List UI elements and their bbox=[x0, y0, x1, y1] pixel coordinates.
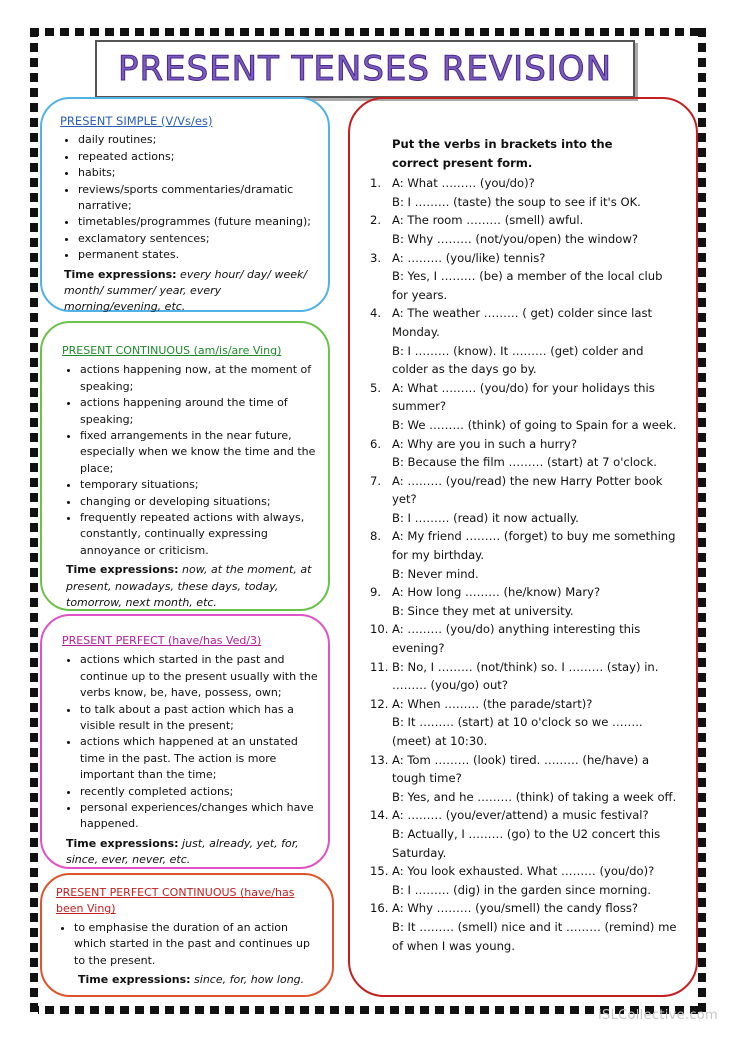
bullet-list bbox=[60, 132, 318, 263]
exercise-line: A: ……… (you/read) the new Harry Potter book yet? bbox=[392, 473, 663, 507]
section-heading: PRESENT PERFECT CONTINUOUS (have/has been Ving) bbox=[56, 886, 295, 915]
bullet-list bbox=[56, 920, 322, 969]
exercise-number: 13. bbox=[370, 752, 389, 767]
exercise-text bbox=[392, 862, 680, 899]
list-item: • timetables/programmes (future meaning); bbox=[78, 214, 318, 230]
list-item: • fixed arrangements in the near future, especially when we know the time and the place; bbox=[80, 428, 318, 477]
time-expressions-text: now, at the moment, at present, nowadays, these days, today, tomorrow, next month, etc. bbox=[66, 563, 312, 610]
exercise-item bbox=[370, 620, 680, 657]
exercise-number: 11. bbox=[370, 659, 389, 674]
exercise-item bbox=[370, 658, 680, 695]
list-item: • actions which happened at an unstated time in the past. The action is more important than the time; bbox=[80, 734, 318, 783]
exercise-line: B: I ……… (know). It ……… (get) colder and colder as the days go by. bbox=[392, 343, 644, 377]
exercise-line: B: Yes, I ……… (be) a member of the local club for years. bbox=[392, 269, 663, 302]
exercise-line: A: What ……… (you/do) for your holidays this summer? bbox=[392, 380, 655, 414]
time-expressions-label: Time expressions: bbox=[66, 563, 179, 577]
exercise-line: A: What ……… (you/do)? bbox=[392, 176, 535, 191]
exercise-line: B: Actually, I ……… (go) to the U2 concert this Saturday. bbox=[392, 826, 661, 860]
exercise-text bbox=[392, 751, 680, 807]
exercise-number: 1. bbox=[370, 176, 382, 191]
time-expressions bbox=[78, 972, 322, 988]
list-item: • reviews/sports commentaries/dramatic narrative; bbox=[78, 182, 318, 215]
exercise-text bbox=[392, 695, 680, 751]
exercise-text bbox=[392, 583, 680, 620]
present-perfect-continuous-card bbox=[40, 873, 334, 997]
list-item: • exclamatory sentences; bbox=[78, 231, 318, 247]
exercise-number: 2. bbox=[370, 213, 382, 228]
exercise-text bbox=[392, 211, 680, 248]
list-item: • frequently repeated actions with always, constantly, continually expressing annoyance or criticism. bbox=[80, 510, 318, 559]
exercise-item bbox=[370, 751, 680, 807]
list-item: • habits; bbox=[78, 165, 318, 181]
watermark: iSLCollective.com bbox=[598, 1008, 718, 1023]
exercise-text bbox=[392, 899, 680, 955]
exercise-line: A: Why ……… (you/smell) the candy floss? bbox=[392, 901, 639, 916]
exercise-item bbox=[370, 304, 680, 378]
exercise-number: 14. bbox=[370, 808, 389, 823]
exercise-line: A: My friend ……… (forget) to buy me something for my birthday. bbox=[392, 529, 676, 563]
section-heading: PRESENT PERFECT (have/has Ved/3) bbox=[62, 634, 262, 647]
exercise-text bbox=[392, 620, 680, 657]
bullet-list bbox=[62, 362, 318, 559]
time-expressions-label: Time expressions: bbox=[64, 267, 177, 281]
list-item: • repeated actions; bbox=[78, 149, 318, 165]
exercise-line: B: No, I ……… (not/think) so. I ……… (stay) in. ……… (you/go) out? bbox=[392, 659, 659, 693]
exercise-line: A: Tom ……… (look) tired. ……… (he/have) a tough time? bbox=[392, 752, 650, 786]
exercise-number: 5. bbox=[370, 380, 382, 395]
exercise-item bbox=[370, 862, 680, 899]
time-expressions bbox=[64, 267, 318, 316]
exercise-line: B: Why ……… (not/you/open) the window? bbox=[392, 231, 638, 246]
exercise-item bbox=[370, 472, 680, 528]
present-perfect-card bbox=[40, 614, 330, 869]
exercise-text bbox=[392, 472, 680, 528]
exercise-line: A: Why are you in such a hurry? bbox=[392, 436, 577, 451]
list-item: • permanent states. bbox=[78, 247, 318, 263]
exercise-item bbox=[370, 583, 680, 620]
exercise-line: B: I ……… (dig) in the garden since morning. bbox=[392, 882, 652, 897]
exercise-text bbox=[392, 304, 680, 378]
present-continuous-card bbox=[40, 321, 330, 611]
exercise-number: 3. bbox=[370, 250, 382, 265]
list-item: • actions happening now, at the moment of speaking; bbox=[80, 362, 318, 395]
exercise-number: 16. bbox=[370, 901, 389, 916]
exercise-number: 4. bbox=[370, 306, 382, 321]
exercise-number: 6. bbox=[370, 436, 382, 451]
time-expressions-text: just, already, yet, for, since, ever, never, etc. bbox=[66, 836, 299, 867]
dashed-border-left bbox=[30, 28, 38, 1014]
exercise-number: 15. bbox=[370, 864, 389, 879]
exercise-line: B: Since they met at university. bbox=[392, 603, 574, 618]
list-item: • to talk about a past action which has a visible result in the present; bbox=[80, 702, 318, 735]
list-item: • temporary situations; bbox=[80, 477, 318, 493]
exercise-panel bbox=[348, 97, 698, 997]
section-heading: PRESENT SIMPLE (V/Vs/es) bbox=[60, 114, 213, 128]
exercise-line: B: Because the film ……… (start) at 7 o'clock. bbox=[392, 455, 657, 470]
exercise-text bbox=[392, 658, 680, 695]
exercise-item bbox=[370, 379, 680, 435]
exercise-line: B: It ……… (smell) nice and it ……… (remind) me of when I was young. bbox=[392, 919, 677, 953]
exercise-line: A: ……… (you/like) tennis? bbox=[392, 250, 546, 265]
exercise-text bbox=[392, 527, 680, 583]
exercise-number: 9. bbox=[370, 585, 382, 600]
time-expressions bbox=[66, 836, 318, 869]
exercise-item bbox=[370, 695, 680, 751]
time-expressions-text: every hour/ day/ week/ month/ summer/ year, every morning/evening, etc. bbox=[64, 267, 308, 314]
exercise-list bbox=[370, 174, 680, 955]
exercise-line: B: Never mind. bbox=[392, 566, 479, 581]
exercise-item bbox=[370, 899, 680, 955]
section-heading: PRESENT CONTINUOUS (am/is/are Ving) bbox=[62, 344, 282, 357]
bullet-list bbox=[62, 652, 318, 832]
exercise-item bbox=[370, 211, 680, 248]
time-expressions-label: Time expressions: bbox=[78, 973, 191, 987]
exercise-number: 8. bbox=[370, 529, 382, 544]
exercise-line: A: ……… (you/ever/attend) a music festival? bbox=[392, 808, 649, 823]
exercise-number: 7. bbox=[370, 473, 382, 488]
list-item: • changing or developing situations; bbox=[80, 494, 318, 510]
exercise-item bbox=[370, 249, 680, 305]
title-box bbox=[95, 40, 635, 98]
exercise-text bbox=[392, 249, 680, 305]
present-simple-card bbox=[40, 97, 330, 312]
time-expressions-label: Time expressions: bbox=[66, 836, 179, 850]
list-item: • personal experiences/changes which have happened. bbox=[80, 800, 318, 833]
time-expressions bbox=[66, 562, 318, 611]
exercise-line: B: I ……… (read) it now actually. bbox=[392, 510, 579, 525]
time-expressions-text: since, for, how long. bbox=[194, 973, 305, 987]
exercise-line: A: The room ……… (smell) awful. bbox=[392, 213, 584, 228]
exercise-line: B: We ……… (think) of going to Spain for a week. bbox=[392, 417, 677, 432]
list-item: • daily routines; bbox=[78, 132, 318, 148]
list-item: • actions which started in the past and continue up to the present usually with the verbs know, be, have, possess, own; bbox=[80, 652, 318, 701]
exercise-item bbox=[370, 435, 680, 472]
exercise-item bbox=[370, 174, 680, 211]
exercise-number: 10. bbox=[370, 622, 389, 637]
exercise-instruction: Put the verbs in brackets into the correct present form. bbox=[392, 137, 613, 170]
page-title: PRESENT TENSES REVISION bbox=[117, 49, 613, 89]
exercise-line: B: Yes, and he ……… (think) of taking a week off. bbox=[392, 789, 677, 804]
exercise-number: 12. bbox=[370, 696, 389, 711]
exercise-line: A: ……… (you/do) anything interesting this evening? bbox=[392, 622, 641, 656]
exercise-text bbox=[392, 379, 680, 435]
list-item: • actions happening around the time of speaking; bbox=[80, 395, 318, 428]
exercise-text bbox=[392, 806, 680, 862]
exercise-line: A: The weather ……… ( get) colder since last Monday. bbox=[392, 306, 653, 339]
exercise-item bbox=[370, 527, 680, 583]
dashed-border-right bbox=[698, 28, 706, 1014]
exercise-text bbox=[392, 435, 680, 472]
list-item: • recently completed actions; bbox=[80, 784, 318, 800]
exercise-line: A: You look exhausted. What ……… (you/do)? bbox=[392, 864, 655, 879]
list-item: • to emphasise the duration of an action which started in the past and continues up to the present. bbox=[74, 920, 322, 969]
exercise-line: B: I ……… (taste) the soup to see if it's OK. bbox=[392, 194, 641, 209]
exercise-item bbox=[370, 806, 680, 862]
dashed-border-top bbox=[30, 28, 706, 36]
exercise-line: B: It ……… (start) at 10 o'clock so we …….. (meet) at 10:30. bbox=[392, 715, 643, 748]
exercise-line: A: When ……… (the parade/start)? bbox=[392, 696, 593, 711]
exercise-line: A: How long ……… (he/know) Mary? bbox=[392, 585, 601, 600]
exercise-text bbox=[392, 174, 680, 211]
